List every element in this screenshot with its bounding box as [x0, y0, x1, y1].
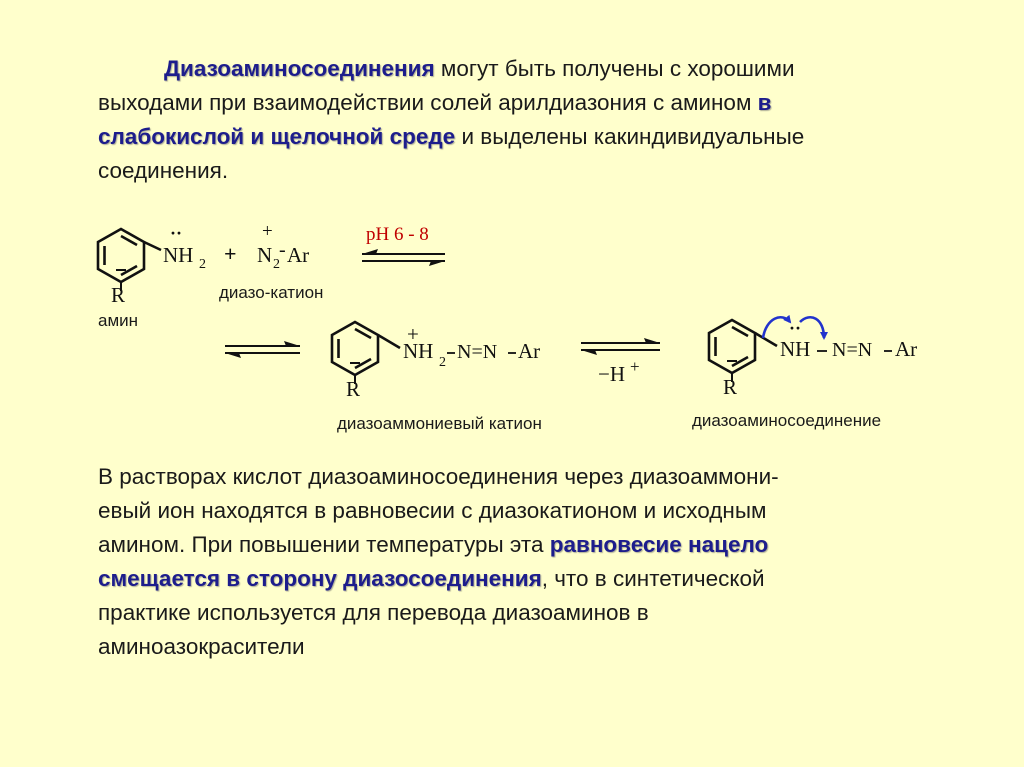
diazoammonium-nh-subscript: 2 [439, 355, 446, 370]
label-amine: амин [98, 311, 139, 330]
electron-shift-arrow-right [800, 317, 824, 338]
equilibrium-paragraph [98, 460, 968, 664]
intro-text-2: выходами при взаимодействии солей арилдиазония с амином [98, 90, 758, 115]
equilibrium-highlight-a: равновесие нацело [549, 532, 769, 557]
diazoammonium-chain: N=N [457, 341, 498, 363]
amine-r-group: R [111, 283, 126, 307]
diazoamino-r-group: R [723, 375, 738, 399]
amine-nh-subscript: 2 [199, 257, 206, 272]
ph-condition: pH 6 - 8 [366, 224, 429, 245]
intro-text-1: могут быть получены с хорошими [434, 56, 795, 81]
amine-lone-pair: ·· [169, 223, 183, 243]
diazo-charge: + [262, 221, 273, 242]
diazo-ar-text: Ar [287, 243, 310, 267]
equilibrium-arrows-1 [362, 249, 445, 266]
eq-text-1: В растворах кислот диазоаминосоединения через диазоаммони- [98, 464, 779, 489]
diazoammonium-nh-text: NH [403, 339, 434, 363]
diazoammonium-r-group: R [346, 377, 361, 401]
label-diazoamino-compound: диазоаминосоединение [692, 411, 882, 430]
intro-text-4: соединения. [98, 158, 229, 183]
reaction-plus: + [224, 241, 237, 266]
equilibrium-arrows-3 [581, 338, 660, 355]
term-highlight: Диазоаминосоединения [164, 56, 435, 81]
diazoamino-lone-pair: ·· [789, 318, 802, 338]
medium-highlight-b: слабокислой и щелочной среде [98, 124, 456, 149]
diazo-n-subscript: 2 [273, 257, 280, 272]
label-diazoammonium-cation: диазоаммониевый катион [337, 414, 542, 433]
diazoamino-benzene-ring [709, 320, 777, 382]
eq-text-4: , что в синтетической [541, 566, 765, 591]
electron-shift-arrow-left [763, 317, 790, 338]
equilibrium-highlight-b: смещается в сторону диазосоединения [98, 566, 542, 591]
amine-nh-text: NH [163, 243, 194, 267]
proton-loss-sup: + [630, 357, 640, 376]
amine-benzene-ring [98, 229, 161, 291]
diazoammonium-benzene-ring [332, 322, 400, 384]
medium-highlight-a: в [757, 90, 772, 115]
diazoamino-nh-text: NH [780, 337, 811, 361]
eq-text-5: практике используется для перевода диазоаминов в [98, 600, 649, 625]
eq-text-6: аминоазокрасители [98, 634, 305, 659]
eq-text-2: евый ион находятся в равновесии с диазокатионом и исходным [98, 498, 767, 523]
intro-text-3: и выделены какиндивидуальные [455, 124, 805, 149]
proton-loss-label: −H [598, 362, 626, 386]
label-diazo-cation: диазо-катион [219, 283, 324, 302]
diazoammonium-charge: + [407, 322, 419, 346]
eq-text-3: амином. При повышении температуры эта [98, 532, 550, 557]
diazoamino-ar-text: Ar [895, 337, 918, 361]
diazo-n-text: N [257, 243, 273, 267]
diazoamino-chain: N=N [832, 339, 873, 361]
diazo-bond: - [279, 239, 286, 261]
equilibrium-arrows-2 [225, 341, 300, 358]
diazoammonium-ar-text: Ar [518, 339, 541, 363]
